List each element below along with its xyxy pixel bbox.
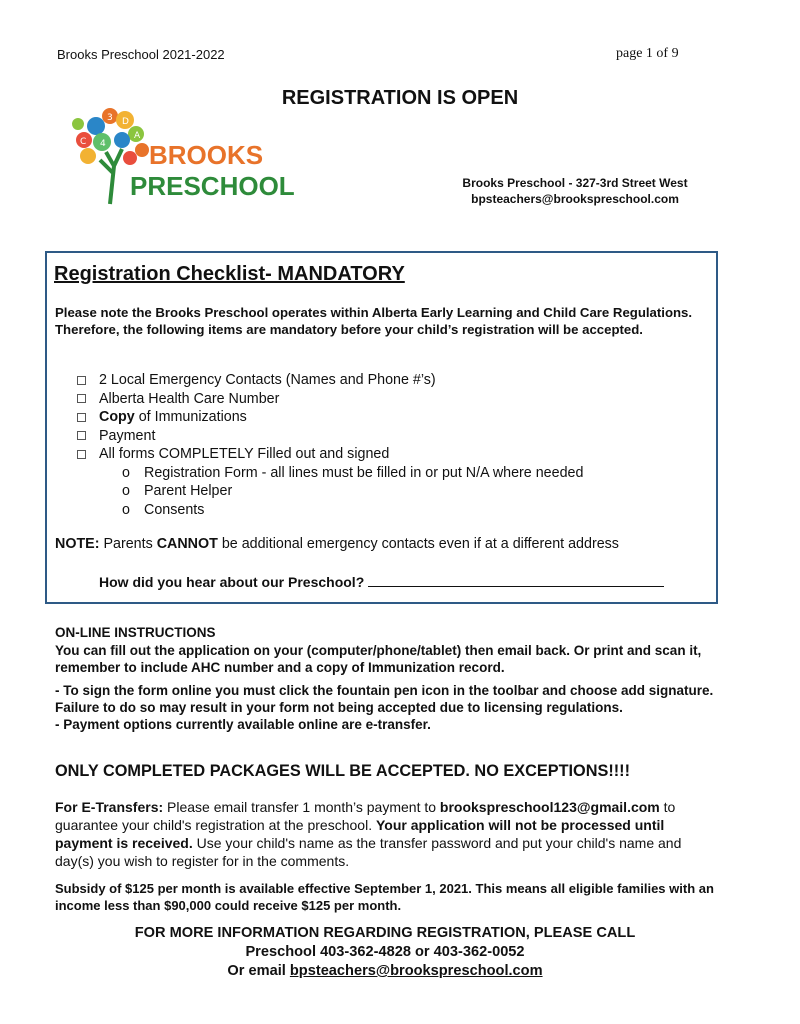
checklist-items [77, 371, 583, 519]
checklist-item-label: Payment [99, 427, 156, 444]
checklist-item-label: of Immunizations [138, 409, 247, 425]
completed-packages-notice: ONLY COMPLETED PACKAGES WILL BE ACCEPTED. NO EXCEPTIONS!!!! [55, 762, 631, 780]
contact-line: FOR MORE INFORMATION REGARDING REGISTRATION, PLEASE CALL [134, 925, 636, 941]
page-title: REGISTRATION IS OPEN [281, 87, 519, 109]
checklist-item [77, 371, 583, 390]
checkbox[interactable] [77, 376, 86, 385]
payment-text: - Payment options currently available online are e-transfer. [55, 717, 431, 732]
checklist-item [77, 408, 583, 427]
checkbox[interactable] [77, 450, 86, 459]
svg-text:A: A [134, 131, 141, 141]
contact-info [0, 924, 770, 981]
checkbox[interactable] [77, 413, 86, 422]
contact-email-link[interactable]: bpsteachers@brookspreschool.com [289, 963, 543, 979]
address-line: Brooks Preschool - 327-3rd Street West [462, 176, 688, 190]
contact-email-line [0, 962, 770, 981]
checklist-item-label: All forms COMPLETELY Filled out and signed [99, 446, 390, 462]
checklist-intro: Please note the Brooks Preschool operates within Alberta Early Learning and Child Care Regulations. Therefore, the following items are mandatory before your child’s registration will be accepted. [55, 305, 693, 337]
question-label: How did you hear about our Preschool? [99, 574, 369, 590]
etransfer-text: Please email transfer 1 month’s payment to [163, 799, 440, 815]
referral-question [99, 574, 664, 590]
svg-text:4: 4 [100, 139, 106, 149]
page-number: page 1 of 9 [616, 46, 679, 61]
etransfer-label: For E-Transfers: [55, 799, 164, 815]
note-bold: CANNOT [156, 536, 218, 552]
sign-instructions [55, 682, 715, 733]
etransfer-text: Use your child's name as the transfer password and put your child's name and day(s) you wish to register for in the comments. [55, 835, 682, 869]
bullet: o [122, 501, 130, 518]
bullet: o [122, 483, 130, 499]
sub-item-label: Parent Helper [144, 483, 233, 499]
logo-text-brooks: BROOKS [149, 140, 264, 170]
etransfer-text: to guarantee your child's registration at the preschool. [55, 799, 676, 833]
logo-text-preschool: PRESCHOOL [130, 171, 295, 201]
sub-item [122, 464, 583, 483]
sub-item [122, 501, 583, 520]
checkbox[interactable] [77, 431, 86, 440]
contact-phones: Preschool 403-362-4828 or 403-362-0052 [245, 944, 525, 960]
header-left: Brooks Preschool 2021-2022 [57, 47, 225, 62]
checklist-item-bold: Copy [99, 409, 135, 425]
address-email: bpsteachers@brookspreschool.com [471, 192, 679, 206]
sub-item [122, 482, 583, 501]
svg-text:3: 3 [107, 113, 113, 123]
note-label: NOTE: [55, 536, 100, 552]
online-instructions [55, 624, 715, 677]
checklist-item [77, 445, 583, 464]
tree-logo-icon [70, 94, 295, 209]
svg-text:D: D [122, 117, 129, 127]
checklist-item-label: Alberta Health Care Number [99, 390, 280, 407]
note [55, 536, 619, 552]
online-heading: ON-LINE INSTRUCTIONS [55, 625, 216, 640]
svg-text:C: C [80, 137, 87, 147]
etransfer-email: brookspreschool123@gmail.com [439, 799, 660, 815]
etransfer-info [55, 798, 715, 870]
contact-email-prefix: Or email [227, 963, 290, 979]
subsidy-info: Subsidy of $125 per month is available effective September 1, 2021. This means all eligible families with an income less than $90,000 could receive $125 per month. [55, 881, 714, 913]
sub-item-label: Registration Form - all lines must be filled in or put N/A where needed [144, 464, 584, 481]
checklist-item [77, 427, 583, 446]
checklist-heading: Registration Checklist- MANDATORY [54, 263, 405, 285]
bullet: o [122, 464, 130, 481]
checklist-item [77, 390, 583, 409]
sign-text: - To sign the form online you must click the fountain pen icon in the toolbar and choose add signature. Failure to do so may result in your form not being accepted due to licensing regulations. [55, 683, 714, 715]
note-text: Parents [99, 536, 157, 552]
sub-item-label: Consents [144, 501, 205, 518]
checkbox[interactable] [77, 394, 86, 403]
referral-answer-field[interactable] [368, 574, 664, 587]
etransfer-bold: Your application will not be processed until payment is received. [55, 817, 665, 851]
note-text: be additional emergency contacts even if at a different address [217, 536, 619, 552]
checklist-item-label: 2 Local Emergency Contacts (Names and Phone #’s) [99, 372, 436, 388]
brooks-preschool-logo [70, 94, 295, 209]
online-text: You can fill out the application on your (computer/phone/tablet) then email back. Or print and scan it, remember to include AHC number and a copy of Immunization record. [55, 642, 702, 675]
school-address [430, 175, 720, 207]
